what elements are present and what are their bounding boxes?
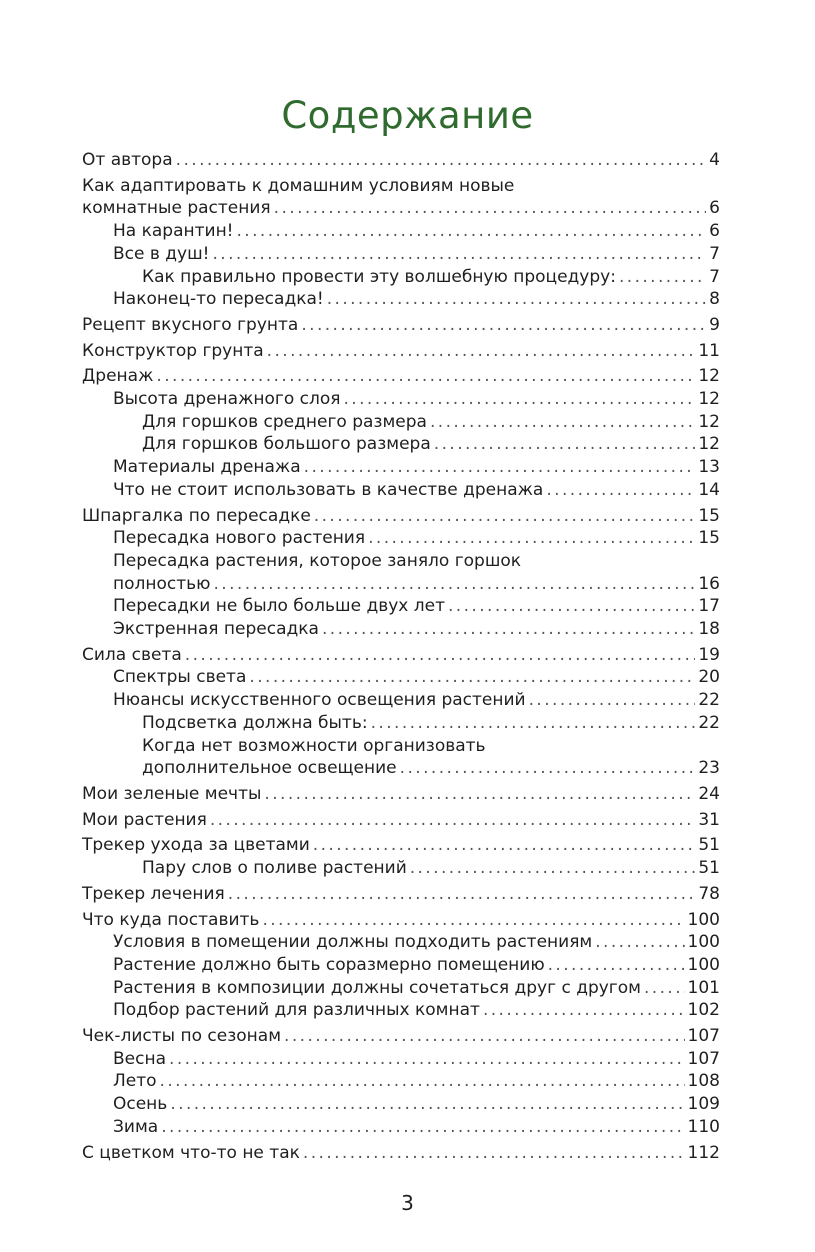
- toc-entry: [82, 618, 720, 641]
- toc-entry-row: [113, 618, 720, 641]
- toc-entry-page: 8: [709, 289, 720, 310]
- toc-entry-row: [113, 1116, 720, 1139]
- toc-entry-row: [82, 365, 720, 388]
- toc-entry: [82, 666, 720, 689]
- toc-entry-row: [82, 783, 720, 806]
- toc-entry-page: 19: [698, 644, 720, 665]
- toc-entry: [82, 909, 720, 932]
- toc-entry-title: полностью: [113, 573, 211, 594]
- toc-entry-page: 7: [709, 266, 720, 287]
- toc-entry-title: Лето: [113, 1071, 157, 1092]
- toc-entry: [82, 505, 720, 528]
- toc-entry: [82, 931, 720, 954]
- toc-entry-row: [113, 456, 720, 479]
- toc-entry: [82, 999, 720, 1022]
- toc-entry-row: [113, 595, 720, 618]
- toc-entry-page: 110: [687, 1116, 720, 1137]
- toc-entry-title: Рецепт вкусного грунта: [82, 314, 299, 335]
- toc-entry-row: [82, 197, 720, 220]
- toc-entry-title-line: Когда нет возможности организовать: [142, 735, 486, 756]
- toc-entry-page: 107: [687, 1048, 720, 1069]
- toc-entry-page: 22: [698, 690, 720, 711]
- dot-leader: [267, 340, 696, 363]
- toc-entry: [82, 1025, 720, 1048]
- toc-entry-row: [113, 666, 720, 689]
- toc-entry-row: [113, 220, 720, 243]
- dot-leader: [274, 197, 707, 220]
- toc-entry-title: Трекер ухода за цветами: [82, 835, 310, 856]
- toc-entry: [82, 365, 720, 388]
- dot-leader: [546, 479, 695, 502]
- toc-entry-row: [113, 527, 720, 550]
- toc-entry-page: 101: [687, 977, 720, 998]
- toc-entry-title: Пересадки не было больше двух лет: [113, 596, 445, 617]
- toc-entry: [82, 149, 720, 172]
- toc-entry-title: Высота дренажного слоя: [113, 389, 341, 410]
- dot-leader: [644, 977, 685, 1000]
- toc-entry-page: 109: [687, 1094, 720, 1115]
- toc-entry-row: [82, 909, 720, 932]
- toc-entry-title: Осень: [113, 1094, 168, 1115]
- toc-entry: [82, 1116, 720, 1139]
- toc-entry-row: [82, 340, 720, 363]
- toc-entry-page: 17: [698, 596, 720, 617]
- dot-leader: [228, 883, 696, 906]
- toc-entry-title-line: Пересадка растения, которое заняло горшок: [113, 550, 522, 571]
- toc-entry-row: [82, 1025, 720, 1048]
- toc-entry-page: 16: [698, 573, 720, 594]
- toc-entry-title: Нюансы искусственного освещения растений: [113, 690, 526, 711]
- toc-entry-page: 102: [687, 1000, 720, 1021]
- toc-entry-title: Трекер лечения: [82, 883, 225, 904]
- toc-entry-title: Конструктор грунта: [82, 340, 264, 361]
- toc-entry: [82, 266, 720, 289]
- toc-entry: [82, 411, 720, 434]
- toc-entry-row: [113, 999, 720, 1022]
- toc-entry: [82, 883, 720, 906]
- toc-entry-page: 4: [709, 150, 720, 170]
- toc-entry: [82, 1070, 720, 1093]
- toc-entry-row: [82, 314, 720, 337]
- toc-entry-page: 6: [709, 221, 720, 242]
- toc-entry-title: Для горшков среднего размера: [142, 411, 427, 432]
- toc-entry-page: 108: [687, 1071, 720, 1092]
- toc-entry-row: [113, 1093, 720, 1116]
- dot-leader: [249, 666, 695, 689]
- dot-leader: [170, 1093, 684, 1116]
- toc-entry-title: Шпаргалка по пересадке: [82, 505, 311, 526]
- dot-leader: [344, 388, 696, 411]
- toc-entry-page: 14: [698, 479, 720, 500]
- toc-entry-page: 31: [698, 809, 720, 830]
- toc-entry: [82, 175, 720, 220]
- toc-entry-row: [113, 689, 720, 712]
- dot-leader: [301, 314, 706, 337]
- toc-entry-row: [142, 712, 720, 735]
- toc-entry-title: Как правильно провести эту волшебную процедуру:: [142, 266, 616, 287]
- dot-leader: [529, 689, 696, 712]
- dot-leader: [237, 220, 707, 243]
- toc-entry-row: [113, 931, 720, 954]
- toc-entry-title: Подсветка должна быть:: [142, 712, 368, 733]
- toc-entry: [82, 689, 720, 712]
- toc-entry-title: Мои зеленые мечты: [82, 783, 262, 804]
- toc-entry-title: Чек-листы по сезонам: [82, 1026, 282, 1047]
- toc-entry-row: [113, 479, 720, 502]
- toc-entry: [82, 954, 720, 977]
- toc-entry-title: Условия в помещении должны подходить растениям: [113, 932, 593, 953]
- toc-entry: [82, 644, 720, 667]
- toc-entry-title: Мои растения: [82, 809, 207, 830]
- toc-entry: [82, 783, 720, 806]
- toc-entry-row: [142, 433, 720, 456]
- toc-entry: [82, 977, 720, 1000]
- toc-entry: [82, 809, 720, 832]
- toc-entry-title: Пару слов о поливе растений: [142, 858, 407, 879]
- toc-entry: [82, 288, 720, 311]
- toc-entry-page: 7: [709, 243, 720, 264]
- toc-entry: [82, 735, 720, 780]
- toc-entry: [82, 479, 720, 502]
- dot-leader: [213, 573, 695, 596]
- toc-entry-page: 12: [698, 434, 720, 455]
- toc-entry-title-line: Как адаптировать к домашним условиям новые: [82, 175, 515, 196]
- toc-entry: [82, 314, 720, 337]
- toc-entry-title: Экстренная пересадка: [113, 619, 319, 640]
- toc-entry-row: [113, 1070, 720, 1093]
- toc-entry-page: 78: [698, 883, 720, 904]
- dot-leader: [410, 857, 696, 880]
- toc-entry-row: [113, 388, 720, 411]
- dot-leader: [264, 783, 695, 806]
- toc-entry-page: 112: [687, 1142, 720, 1163]
- dot-leader: [483, 999, 685, 1022]
- toc-entry-row: [113, 977, 720, 1000]
- toc-entry-title: Зима: [113, 1116, 159, 1137]
- dot-leader: [434, 433, 696, 456]
- toc-entry-page: 20: [698, 667, 720, 688]
- dot-leader: [262, 909, 684, 932]
- toc-entry-row: [82, 809, 720, 832]
- toc-entry-row: [82, 505, 720, 528]
- toc-entry-page: 6: [709, 198, 720, 219]
- dot-leader: [314, 505, 696, 528]
- toc-entry-title: Сила света: [82, 644, 182, 665]
- dot-leader: [304, 456, 696, 479]
- toc-entry-row: [113, 243, 720, 266]
- toc-entry-page: 15: [698, 528, 720, 549]
- toc-entry-title: Дренаж: [82, 366, 154, 387]
- dot-leader: [400, 757, 696, 780]
- toc-entry-page: 12: [698, 411, 720, 432]
- toc-entry-page: 12: [698, 366, 720, 387]
- toc-entry-page: 9: [709, 314, 720, 335]
- toc-entry-page: 51: [698, 858, 720, 879]
- dot-leader: [185, 644, 696, 667]
- toc-entry-page: 107: [687, 1026, 720, 1047]
- toc-entry-title: Наконец-то пересадка!: [113, 289, 324, 310]
- toc-entry-row: [142, 757, 720, 780]
- dot-leader: [595, 931, 684, 954]
- toc-entry-title: Спектры света: [113, 667, 247, 688]
- dot-leader: [322, 618, 695, 641]
- toc-entry-title: Растения в композиции должны сочетаться друг с другом: [113, 977, 641, 998]
- toc-entry-title: Материалы дренажа: [113, 457, 301, 478]
- toc-entry-page: 51: [698, 835, 720, 856]
- dot-leader: [368, 527, 695, 550]
- dot-leader: [619, 266, 706, 289]
- toc-entry-title: Подбор растений для различных комнат: [113, 1000, 480, 1021]
- dot-leader: [212, 243, 706, 266]
- toc-entry-page: 11: [698, 340, 720, 361]
- dot-leader: [313, 834, 696, 857]
- toc-entry-row: [142, 411, 720, 434]
- toc-entry-page: 100: [687, 932, 720, 953]
- dot-leader: [371, 712, 696, 735]
- dot-leader: [284, 1025, 685, 1048]
- toc-entry-title: комнатные растения: [82, 198, 271, 219]
- toc-entry: [82, 834, 720, 857]
- dot-leader: [430, 411, 695, 434]
- toc-entry-page: 24: [698, 783, 720, 804]
- toc-entry-row: [82, 149, 720, 172]
- dot-leader: [448, 595, 695, 618]
- dot-leader: [548, 954, 685, 977]
- toc-entry: [82, 433, 720, 456]
- toc-entry-row: [142, 266, 720, 289]
- toc-entry-title: Что не стоит использовать в качестве дренажа: [113, 479, 544, 500]
- toc-entry-row: [82, 834, 720, 857]
- toc-entry: [82, 220, 720, 243]
- toc-entry-page: 12: [698, 389, 720, 410]
- dot-leader: [169, 1048, 685, 1071]
- toc-entry: [82, 527, 720, 550]
- toc-entry: [82, 388, 720, 411]
- toc-entry-page: 18: [698, 619, 720, 640]
- toc-entry-title: С цветком что-то не так: [82, 1142, 300, 1163]
- toc-entry-title: Пересадка нового растения: [113, 528, 366, 549]
- toc-entry: [82, 340, 720, 363]
- toc-entry-title: На карантин!: [113, 221, 234, 242]
- toc-entry: [82, 550, 720, 595]
- toc-entry-page: 23: [698, 758, 720, 779]
- toc-entry-title: Весна: [113, 1048, 167, 1069]
- dot-leader: [210, 809, 696, 832]
- toc-entry-row: [142, 857, 720, 880]
- toc-entry: [82, 1048, 720, 1071]
- dot-leader: [156, 365, 695, 388]
- toc-entry-row: [113, 954, 720, 977]
- table-of-contents: [82, 149, 720, 1164]
- toc-entry: [82, 1093, 720, 1116]
- toc-entry: [82, 595, 720, 618]
- toc-entry-title: Все в душ!: [113, 243, 210, 264]
- toc-entry-row: [82, 883, 720, 906]
- dot-leader: [160, 1070, 685, 1093]
- toc-entry-row: [113, 573, 720, 596]
- toc-entry-row: [82, 1142, 720, 1165]
- toc-entry: [82, 243, 720, 266]
- dot-leader: [176, 149, 707, 172]
- toc-entry-title: Что куда поставить: [82, 909, 260, 930]
- toc-entry-row: [113, 1048, 720, 1071]
- toc-entry: [82, 1142, 720, 1165]
- toc-entry-page: 22: [698, 712, 720, 733]
- toc-entry-page: 13: [698, 457, 720, 478]
- toc-entry-title: Для горшков большого размера: [142, 434, 431, 455]
- toc-entry: [82, 857, 720, 880]
- page-number: 3: [401, 1191, 414, 1215]
- dot-leader: [303, 1142, 685, 1165]
- toc-entry-page: 15: [698, 505, 720, 526]
- page-title: Содержание: [281, 94, 534, 137]
- toc-entry: [82, 712, 720, 735]
- toc-entry-row: [82, 644, 720, 667]
- toc-entry-title: От автора: [82, 150, 173, 170]
- toc-entry-title: дополнительное освещение: [142, 758, 397, 779]
- dot-leader: [161, 1116, 684, 1139]
- toc-entry-page: 100: [687, 909, 720, 930]
- dot-leader: [327, 288, 706, 311]
- toc-entry-row: [113, 288, 720, 311]
- toc-entry-page: 100: [687, 954, 720, 975]
- toc-entry-title: Растение должно быть соразмерно помещению: [113, 954, 545, 975]
- toc-entry: [82, 456, 720, 479]
